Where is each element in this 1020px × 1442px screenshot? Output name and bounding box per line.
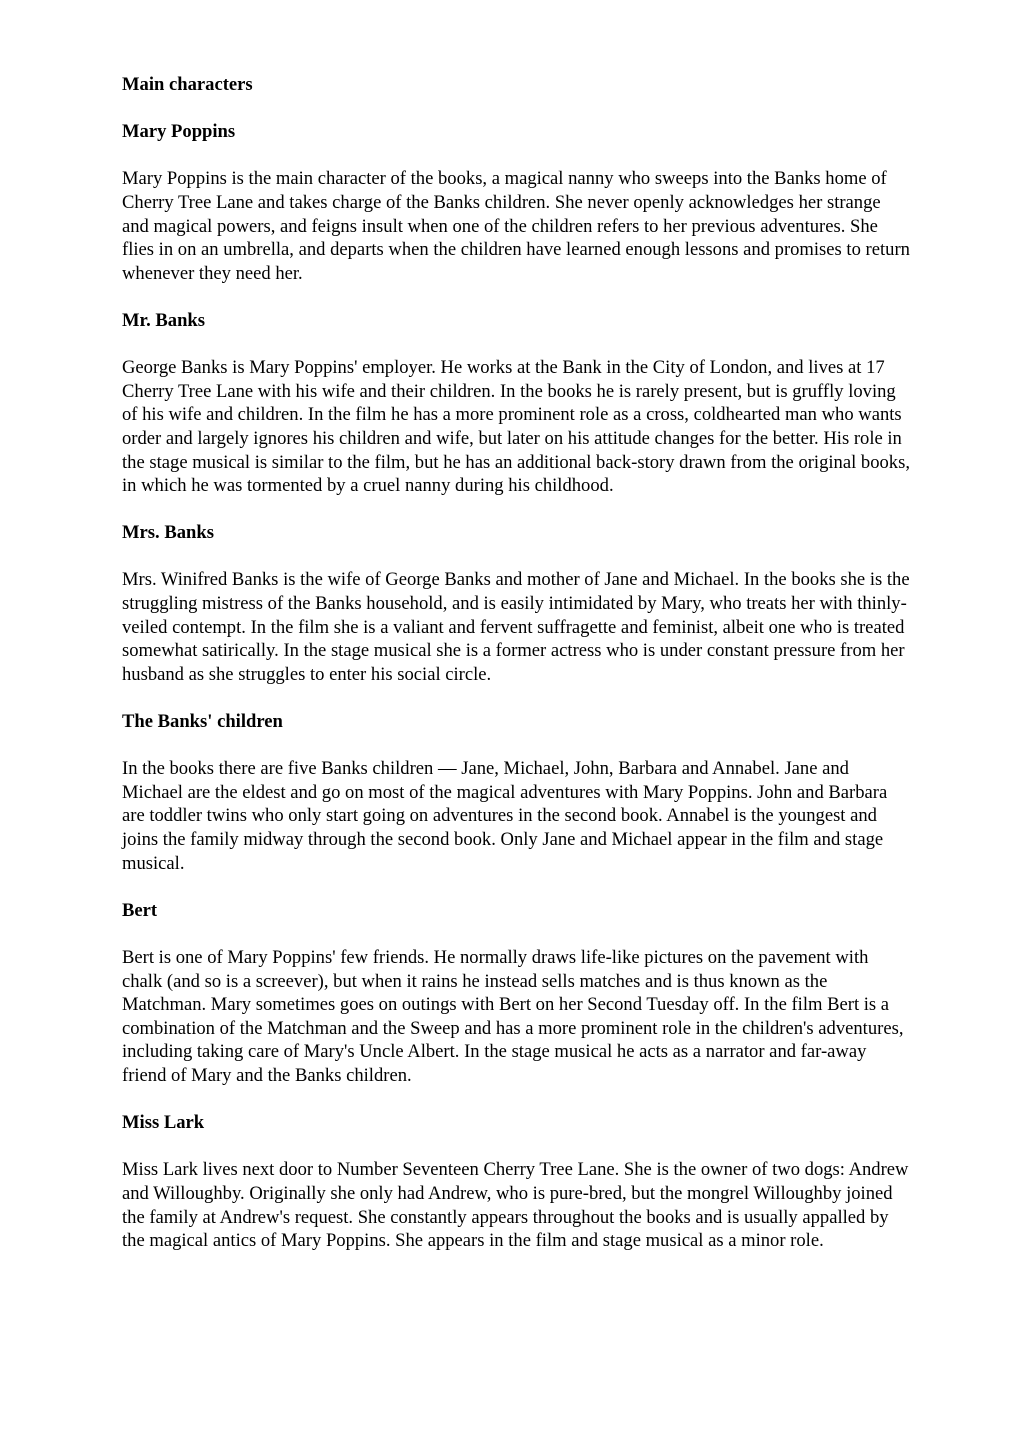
section-body-banks-children: In the books there are five Banks children — Jane, Michael, John, Barbara and Annabel. Jane and Michael are the eldest and go on most of the magical adventures with Mary Poppins. John and Barbara are toddler twins who only start going on adventures in the second book. Annabel is the youngest and joins the family midway through the second book. Only Jane and Michael appear in the film and stage musical. — [122, 758, 888, 874]
section-heading-mr-banks: Mr. Banks — [122, 309, 206, 331]
document-page — [122, 73, 912, 1276]
section-heading-mrs-banks: Mrs. Banks — [122, 522, 214, 544]
section-heading-mary-poppins: Mary Poppins — [122, 121, 236, 143]
section-body-mr-banks: George Banks is Mary Poppins' employer. He works at the Bank in the City of London, and lives at 17 Cherry Tree Lane with his wife and their children. In the books he is rarely present, but is gruffly loving of his wife and children. In the film he has a more prominent role as a cross, coldhearted man who wants order and largely ignores his children and wife, but later on his attitude changes for the better. His role in the stage musical is similar to the film, but he has an additional back-story drawn from the original books, in which he was tormented by a cruel nanny during his childhood. — [122, 357, 910, 497]
section-heading-miss-lark: Miss Lark — [122, 1112, 205, 1134]
section-body-miss-lark: Miss Lark lives next door to Number Seventeen Cherry Tree Lane. She is the owner of two dogs: Andrew and Willoughby. Originally she only had Andrew, who is pure-bred, but the mongrel Willoughby joined the family at Andrew's request. She constantly appears throughout the books and is usually appalled by the magical antics of Mary Poppins. She appears in the film and stage musical as a minor role. — [122, 1159, 909, 1252]
section-heading-banks-children: The Banks' children — [122, 711, 283, 733]
section-body-bert: Bert is one of Mary Poppins' few friends. He normally draws life-like pictures on the pavement with chalk (and so is a screever), but when it rains he instead sells matches and is thus known as the Matchman. Mary sometimes goes on outings with Bert on her Second Tuesday off. In the film Bert is a combination of the Matchman and the Sweep and has a more prominent role in the children's adventures, including taking care of Mary's Uncle Albert. In the stage musical he acts as a narrator and far-away friend of Mary and the Banks children. — [122, 946, 904, 1086]
section-body-mary-poppins: Mary Poppins is the main character of the books, a magical nanny who sweeps into the Banks home of Cherry Tree Lane and takes charge of the Banks children. She never openly acknowledges her strange and magical powers, and feigns insult when one of the children refers to her previous adventures. She flies in on an umbrella, and departs when the children have learned enough lessons and promises to return whenever they need her. — [122, 168, 910, 284]
document-title: Main characters — [122, 74, 253, 95]
section-heading-bert: Bert — [122, 899, 158, 921]
section-body-mrs-banks: Mrs. Winifred Banks is the wife of George Banks and mother of Jane and Michael. In the books she is the struggling mistress of the Banks household, and is easily intimidated by Mary, who treats her with thinly-veiled contempt. In the film she is a valiant and fervent suffragette and feminist, albeit one who is treated somewhat satirically. In the stage musical she is a former actress who is under constant pressure from her husband as she struggles to enter his social circle. — [122, 569, 910, 685]
